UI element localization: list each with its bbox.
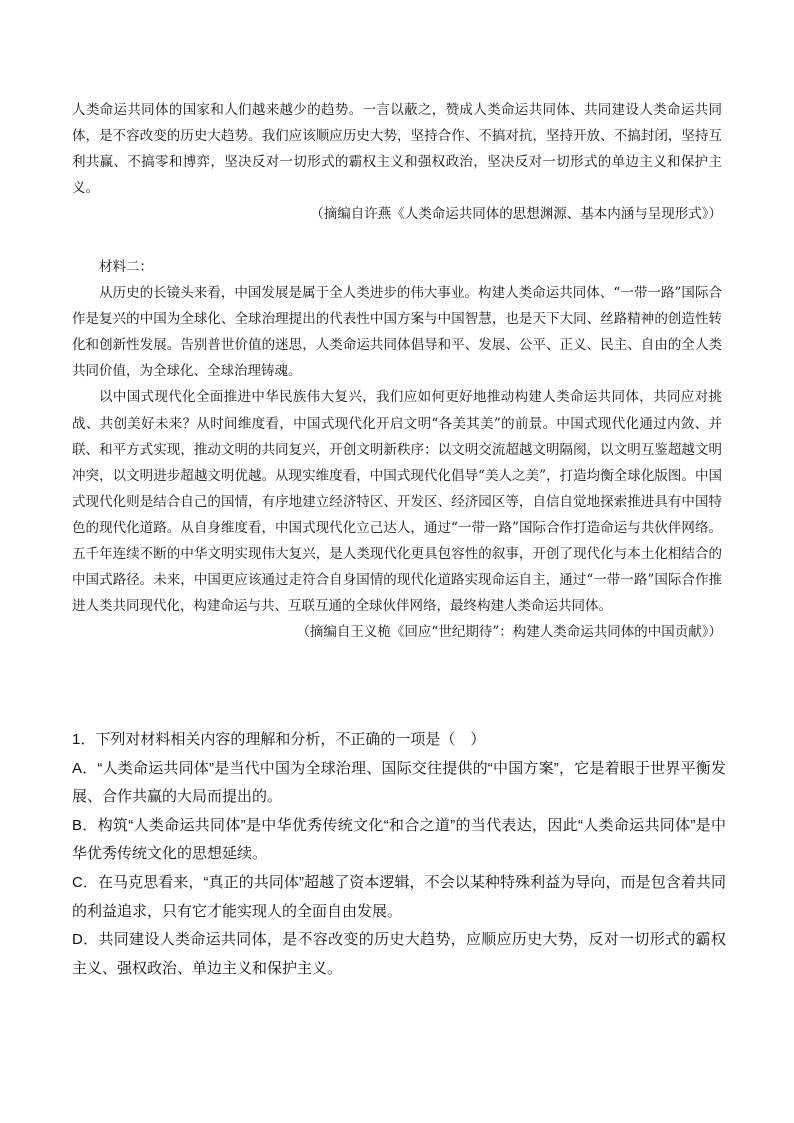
- material-paragraph: 以中国式现代化全面推进中华民族伟大复兴，我们应如何更好地推动构建人类命运共同体，共同应对挑战、共创美好未来？从时间维度看，中国式现代化开启文明“各美其美”的前景。中国式现代化通过内敛、并联、和平方式实现，推动文明的共同复兴，开创文明新秩序：以文明交流超越文明隔阂，以文明互鉴超越文明冲突，以文明进步超越文明优越。从现实维度看，中国式现代化倡导“美人之美”，打造均衡全球化版图。中国式现代化则是结合自己的国情，有序地建立经济特区、开发区、经济园区等，自信自觉地探索推进具有中国特色的现代化道路。从自身维度看，中国式现代化立己达人，通过“一带一路”国际合作打造命运与共伙伴网络。五千年连续不断的中华文明实现伟大复兴，是人类现代化更具包容性的叙事，开创了现代化与本土化相结合的中国式路径。未来，中国更应该通过走符合自身国情的现代化道路实现命运自主，通过“一带一路”国际合作推进人类共同现代化，构建命运与共、互联互通的全球伙伴网络，最终构建人类命运共同体。: [72, 389, 722, 615]
- answer-option-c[interactable]: C．在马克思看来，“真正的共同体”超越了资本逻辑，不会以某种特殊利益为导向，而是包含着共同的利益追求，只有它才能实现人的全面自由发展。: [72, 873, 726, 920]
- question-stem: 1．下列对材料相关内容的理解和分析，不正确的一项是（ ）: [72, 731, 486, 748]
- passage-intro: [72, 97, 722, 227]
- question-1: [72, 726, 726, 983]
- passage-intro-paragraph: 人类命运共同体的国家和人们越来越少的趋势。一言以蔽之，赞成人类命运共同体、共同建设人类命运共同体，是不容改变的历史大趋势。我们应该顺应历史大势，坚持合作、不搞对抗，坚持开放、不搞封闭，坚持互利共赢、不搞零和博弈，坚决反对一切形式的霸权主义和强权政治，坚决反对一切形式的单边主义和保护主义。: [72, 102, 722, 197]
- material-label: 材料二：: [99, 259, 153, 275]
- material-paragraph: 从历史的长镜头来看，中国发展是属于全人类进步的伟大事业。构建人类命运共同体、“一带一路”国际合作是复兴的中国为全球化、全球治理提出的代表性中国方案与中国智慧，也是天下大同、丝路精神的创造性转化和创新性发展。告别普世价值的迷思，人类命运共同体倡导和平、发展、公平、正义、民主、自由的全人类共同价值，为全球化、全球治理铸魂。: [72, 285, 722, 380]
- source-citation: （摘编自王义桅《回应“世纪期待”：构建人类命运共同体的中国贡献》）: [296, 624, 722, 641]
- source-citation: （摘编自许燕《人类命运共同体的思想渊源、基本内涵与呈现形式》）: [310, 206, 722, 223]
- answer-option-d[interactable]: D．共同建设人类命运共同体，是不容改变的历史大趋势，应顺应历史大势，反对一切形式的霸权主义、强权政治、单边主义和保护主义。: [72, 931, 726, 977]
- answer-option-a[interactable]: A．“人类命运共同体”是当代中国为全球治理、国际交往提供的“中国方案”，它是着眼于世界平衡发展、合作共赢的大局而提出的。: [72, 759, 726, 806]
- answer-option-b[interactable]: B．构筑“人类命运共同体”是中华优秀传统文化“和合之道”的当代表达，因此“人类命运共同体”是中华优秀传统文化的思想延续。: [72, 816, 726, 863]
- material-2: [72, 254, 722, 645]
